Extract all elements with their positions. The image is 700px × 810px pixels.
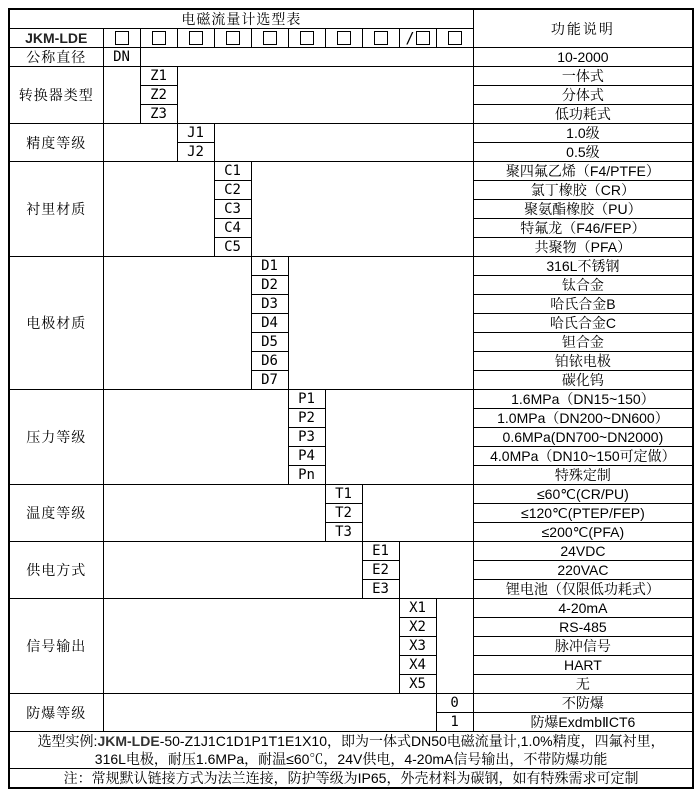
desc-cell-D1: 316L不锈钢 [473, 257, 693, 276]
desc-cell-X4: HART [473, 656, 693, 675]
code-cell-T1: T1 [325, 485, 362, 504]
desc-cell-1: 防爆ExdmbⅡCT6 [473, 713, 693, 732]
desc-cell-T2: ≤120℃(PTEP/FEP) [473, 504, 693, 523]
desc-cell-P1: 1.6MPa（DN15~150） [473, 390, 693, 409]
checkbox-icon[interactable] [152, 31, 166, 45]
empty-region-right-6 [325, 390, 473, 485]
selection-sheet [8, 8, 694, 789]
empty-region-left-2 [103, 67, 140, 124]
desc-cell-X3: 脉冲信号 [473, 637, 693, 656]
code-cell-1: 1 [436, 713, 473, 732]
code-cell-C5: C5 [214, 238, 251, 257]
example-line-1 [10, 732, 692, 750]
model-checkbox-cell-7 [325, 29, 362, 48]
desc-cell-P4: 4.0MPa（DN10~150可定做） [473, 447, 693, 466]
code-cell-E2: E2 [362, 561, 399, 580]
model-checkbox-cell-8 [362, 29, 399, 48]
code-cell-J1: J1 [177, 124, 214, 143]
code-cell-D3: D3 [251, 295, 288, 314]
checkbox-icon[interactable] [416, 31, 430, 45]
code-cell-J2: J2 [177, 143, 214, 162]
desc-cell-0: 不防爆 [473, 694, 693, 713]
code-cell-Pn: Pn [288, 466, 325, 485]
code-cell-E1: E1 [362, 542, 399, 561]
example-model: JKM-LDE [97, 733, 160, 749]
model-checkbox-cell-1 [103, 29, 140, 48]
code-cell-X2: X2 [399, 618, 436, 637]
empty-region-right-2 [177, 67, 473, 124]
section-label-10: 防爆等级 [9, 694, 103, 732]
desc-cell-C3: 聚氨酯橡胶（PU） [473, 200, 693, 219]
code-cell-X5: X5 [399, 675, 436, 694]
desc-cell-D6: 铂铱电极 [473, 352, 693, 371]
desc-cell-D2: 钛合金 [473, 276, 693, 295]
checkbox-icon[interactable] [226, 31, 240, 45]
section-label-9: 信号输出 [9, 599, 103, 694]
checkbox-icon[interactable] [189, 31, 203, 45]
desc-cell-C4: 特氟龙（F46/FEP） [473, 219, 693, 238]
section-label-8: 供电方式 [9, 542, 103, 599]
function-description-header: 功能说明 [473, 9, 693, 48]
desc-cell-C1: 聚四氟乙烯（F4/PTFE） [473, 162, 693, 181]
empty-region-left-9 [103, 599, 399, 694]
desc-cell-Z2: 分体式 [473, 86, 693, 105]
code-cell-D5: D5 [251, 333, 288, 352]
checkbox-icon[interactable] [300, 31, 314, 45]
empty-region-right-3 [214, 124, 473, 162]
model-checkbox-cell-3 [177, 29, 214, 48]
model-checkbox-cell-4 [214, 29, 251, 48]
desc-cell-D4: 哈氏合金C [473, 314, 693, 333]
desc-cell-X1: 4-20mA [473, 599, 693, 618]
desc-cell-C5: 共聚物（PFA） [473, 238, 693, 257]
code-cell-Z1: Z1 [140, 67, 177, 86]
code-cell-D4: D4 [251, 314, 288, 333]
empty-region-left-3 [103, 124, 177, 162]
model-checkbox-cell-6 [288, 29, 325, 48]
model-prefix-label: JKM-LDE [9, 29, 103, 48]
desc-cell-D5: 钽合金 [473, 333, 693, 352]
desc-cell-X5: 无 [473, 675, 693, 694]
note-row: 注：常规默认链接方式为法兰连接，防护等级为IP65，外壳材料为碳钢，如有特殊需求可定制 [9, 769, 693, 789]
desc-cell-D3: 哈氏合金B [473, 295, 693, 314]
model-checkbox-cell-5 [251, 29, 288, 48]
desc-cell-DN: 10-2000 [473, 48, 693, 67]
example-line-2: 316L电极，耐压1.6MPa，耐温≤60℃，24V供电，4-20mA信号输出，不带防爆功能 [94, 751, 608, 767]
code-cell-C3: C3 [214, 200, 251, 219]
checkbox-icon[interactable] [337, 31, 351, 45]
desc-cell-P3: 0.6MPa(DN700~DN2000) [473, 428, 693, 447]
empty-region-right-9 [436, 599, 473, 694]
code-cell-C4: C4 [214, 219, 251, 238]
model-checkbox-cell-10 [436, 29, 473, 48]
code-cell-T3: T3 [325, 523, 362, 542]
desc-cell-Z1: 一体式 [473, 67, 693, 86]
code-cell-X4: X4 [399, 656, 436, 675]
checkbox-icon[interactable] [374, 31, 388, 45]
page-title: 电磁流量计选型表 [9, 9, 473, 29]
selection-table [8, 8, 694, 789]
section-label-6: 压力等级 [9, 390, 103, 485]
section-label-7: 温度等级 [9, 485, 103, 542]
section-label-5: 电极材质 [9, 257, 103, 390]
section-label-2: 转换器类型 [9, 67, 103, 124]
example-rest: -50-Z1J1C1D1P1T1E1X10，即为一体式DN50电磁流量计,1.0%精度，四氟衬里， [159, 733, 665, 749]
code-cell-D2: D2 [251, 276, 288, 295]
code-cell-X1: X1 [399, 599, 436, 618]
empty-region-left-8 [103, 542, 362, 599]
empty-region-left-5 [103, 257, 251, 390]
desc-cell-E2: 220VAC [473, 561, 693, 580]
empty-region-left-10 [103, 694, 436, 732]
code-cell-P4: P4 [288, 447, 325, 466]
code-cell-D1: D1 [251, 257, 288, 276]
code-cell-P1: P1 [288, 390, 325, 409]
desc-cell-J1: 1.0级 [473, 124, 693, 143]
code-cell-DN: DN [103, 48, 140, 67]
desc-cell-E3: 锂电池（仅限低功耗式） [473, 580, 693, 599]
code-cell-C1: C1 [214, 162, 251, 181]
section-label-1: 公称直径 [9, 48, 103, 67]
desc-cell-X2: RS-485 [473, 618, 693, 637]
code-cell-D6: D6 [251, 352, 288, 371]
empty-region-right-1 [140, 48, 473, 67]
code-cell-T2: T2 [325, 504, 362, 523]
code-cell-P2: P2 [288, 409, 325, 428]
empty-region-right-4 [251, 162, 473, 257]
desc-cell-C2: 氯丁橡胶（CR） [473, 181, 693, 200]
code-cell-Z2: Z2 [140, 86, 177, 105]
model-checkbox-cell-2 [140, 29, 177, 48]
code-cell-0: 0 [436, 694, 473, 713]
checkbox-icon[interactable] [263, 31, 277, 45]
checkbox-icon[interactable] [448, 31, 462, 45]
code-cell-D7: D7 [251, 371, 288, 390]
empty-region-left-4 [103, 162, 214, 257]
desc-cell-Z3: 低功耗式 [473, 105, 693, 124]
desc-cell-P2: 1.0MPa（DN200~DN600） [473, 409, 693, 428]
desc-cell-E1: 24VDC [473, 542, 693, 561]
empty-region-right-5 [288, 257, 473, 390]
code-cell-X3: X3 [399, 637, 436, 656]
model-checkbox-cell-9 [399, 29, 436, 48]
desc-cell-Pn: 特殊定制 [473, 466, 693, 485]
code-cell-C2: C2 [214, 181, 251, 200]
code-cell-Z3: Z3 [140, 105, 177, 124]
example-prefix: 选型实例: [37, 733, 98, 749]
empty-region-right-8 [399, 542, 473, 599]
section-label-3: 精度等级 [9, 124, 103, 162]
desc-cell-T1: ≤60℃(CR/PU) [473, 485, 693, 504]
section-label-4: 衬里材质 [9, 162, 103, 257]
desc-cell-J2: 0.5级 [473, 143, 693, 162]
code-cell-P3: P3 [288, 428, 325, 447]
desc-cell-D7: 碳化钨 [473, 371, 693, 390]
empty-region-left-6 [103, 390, 288, 485]
empty-region-right-7 [362, 485, 473, 542]
slash-separator: / [405, 29, 415, 47]
desc-cell-T3: ≤200℃(PFA) [473, 523, 693, 542]
code-cell-E3: E3 [362, 580, 399, 599]
empty-region-left-7 [103, 485, 325, 542]
example-row [9, 732, 693, 769]
checkbox-icon[interactable] [115, 31, 129, 45]
